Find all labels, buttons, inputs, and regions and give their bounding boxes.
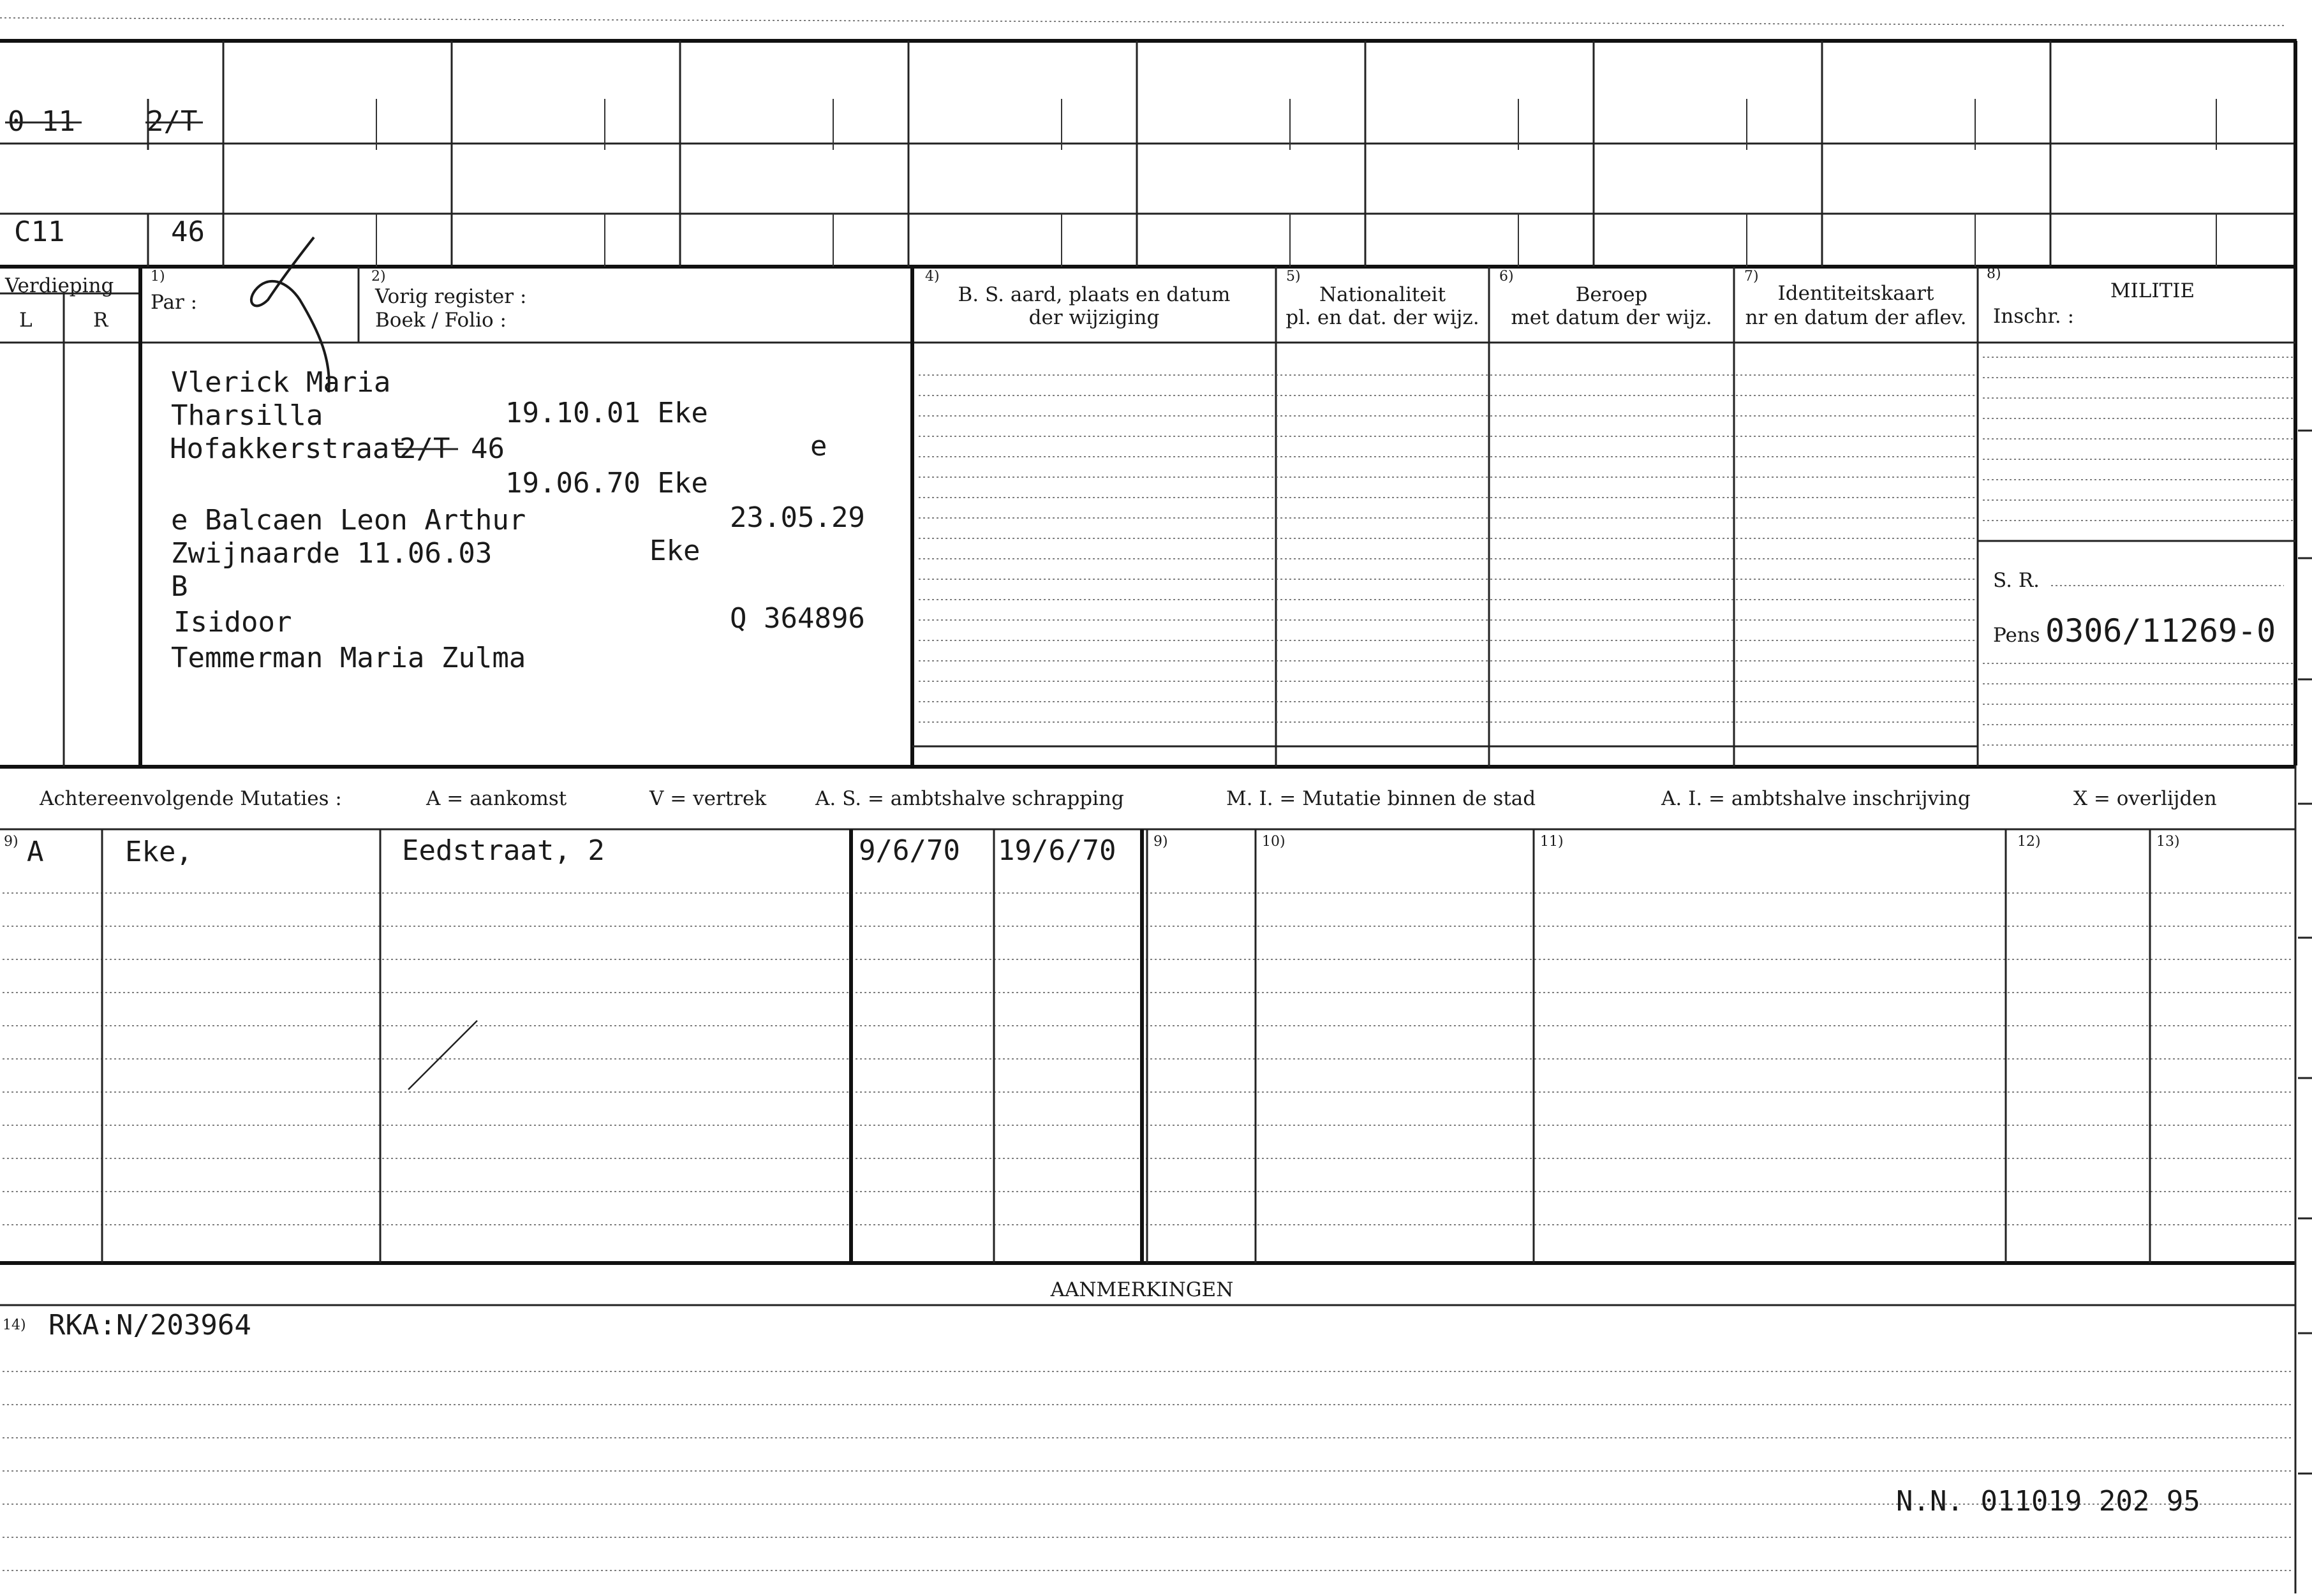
id-label-1: Identiteitskaart: [1777, 282, 1934, 305]
legend-mi: M. I. = Mutatie binnen de stad: [1226, 787, 1536, 810]
pens-label: Pens: [1993, 624, 2040, 647]
right-edge-ticks: [2295, 431, 2312, 1593]
par-label: Par :: [151, 291, 198, 314]
col-12-number: 12): [2017, 834, 2041, 850]
beroep-number: 6): [1499, 269, 1514, 284]
person-name-2: Tharsilla: [171, 399, 323, 432]
bs-number: 4): [925, 269, 940, 284]
col-11-number: 11): [1540, 834, 1564, 850]
bs-label-2: der wijziging: [1028, 306, 1160, 329]
militie-label: MILITIE: [2110, 279, 2195, 302]
legend-v: V = vertrek: [649, 787, 767, 810]
legend-ai: A. I. = ambtshalve inschrijving: [1661, 787, 1971, 810]
col-9b-number: 9): [1153, 834, 1168, 850]
right-label: R: [93, 309, 108, 332]
aanmerkingen-title: AANMERKINGEN: [1050, 1278, 1234, 1301]
person-block: [170, 366, 865, 674]
spouse-name: e Balcaen Leon Arthur: [171, 504, 526, 536]
mutation-date-1: 9/6/70: [859, 834, 960, 867]
mother-name: Temmerman Maria Zulma: [171, 642, 526, 674]
beroep-label-1: Beroep: [1575, 283, 1648, 306]
street-nr-struck: 2/T: [399, 432, 450, 465]
beroep-label-2: met datum der wijz.: [1511, 306, 1712, 329]
nr-struck: 2/T: [147, 105, 198, 138]
mutation-street: Eedstraat, 2: [402, 834, 605, 867]
bs-label-1: B. S. aard, plaats en datum: [958, 283, 1231, 306]
legend-x: X = overlijden: [2073, 787, 2217, 810]
person-name: Vlerick Maria: [171, 366, 391, 399]
par-number: 1): [151, 269, 165, 284]
national-number: N.N. 011019 202 95: [1896, 1485, 2200, 1518]
verdieping-label: Verdieping: [5, 274, 114, 297]
spouse-place-right: Eke: [649, 535, 700, 567]
nat-label-2: pl. en dat. der wijz.: [1286, 306, 1479, 329]
vorig-number: 2): [371, 269, 386, 284]
marker-e: e: [810, 430, 827, 462]
header-row-2: [14, 216, 205, 248]
mutaties-legend: [39, 787, 2217, 810]
id-reference: Q 364896: [730, 602, 865, 635]
legend-as: A. S. = ambtshalve schrapping: [815, 787, 1124, 810]
spouse-birthplace: Zwijnaarde 11.06.03: [171, 537, 493, 570]
birth-date: 19.10.01 Eke: [505, 397, 708, 429]
left-label: L: [19, 309, 33, 332]
code-struck: 0 11: [8, 105, 75, 138]
top-edge: [0, 18, 2284, 26]
street-nr: 46: [471, 432, 505, 465]
mutation-type: A: [27, 836, 44, 868]
code-current: C11: [14, 216, 65, 248]
sr-label: S. R.: [1993, 569, 2040, 592]
mutation-date-2: 19/6/70: [998, 834, 1116, 867]
street: Hofakkerstraat: [170, 432, 406, 465]
aanmerkingen-section: [0, 1278, 2295, 1518]
pension-number: 0306/11269-0: [2045, 612, 2276, 649]
arrival-date: 19.06.70 Eke: [505, 467, 708, 499]
boek-folio-label: Boek / Folio :: [375, 309, 507, 332]
nat-number: 5): [1286, 269, 1301, 284]
col-13-number: 13): [2156, 834, 2180, 850]
aanmerkingen-number: 14): [3, 1317, 26, 1333]
rka-number: RKA:N/203964: [48, 1309, 251, 1341]
father-name: Isidoor: [174, 606, 292, 639]
inschr-label: Inschr. :: [1993, 305, 2075, 328]
col-10-number: 10): [1262, 834, 1286, 850]
header-row-1: [5, 105, 203, 138]
mutation-table-lines: [0, 829, 2295, 1263]
nat-label-1: Nationaliteit: [1319, 283, 1446, 306]
id-number: 7): [1744, 269, 1759, 284]
father-initial: B: [171, 570, 188, 603]
mutation-row: [27, 834, 1116, 1090]
mutaties-title: Achtereenvolgende Mutaties :: [40, 787, 342, 810]
nr-current: 46: [171, 216, 205, 248]
legend-a: A = aankomst: [426, 787, 567, 810]
mutation-place: Eke,: [125, 836, 193, 868]
spouse-date: 23.05.29: [730, 501, 865, 534]
militie-number: 8): [1987, 266, 2001, 282]
vorig-register-label: Vorig register :: [375, 285, 527, 308]
col-9-number: 9): [4, 834, 19, 850]
id-label-2: nr en datum der aflev.: [1745, 306, 1967, 329]
